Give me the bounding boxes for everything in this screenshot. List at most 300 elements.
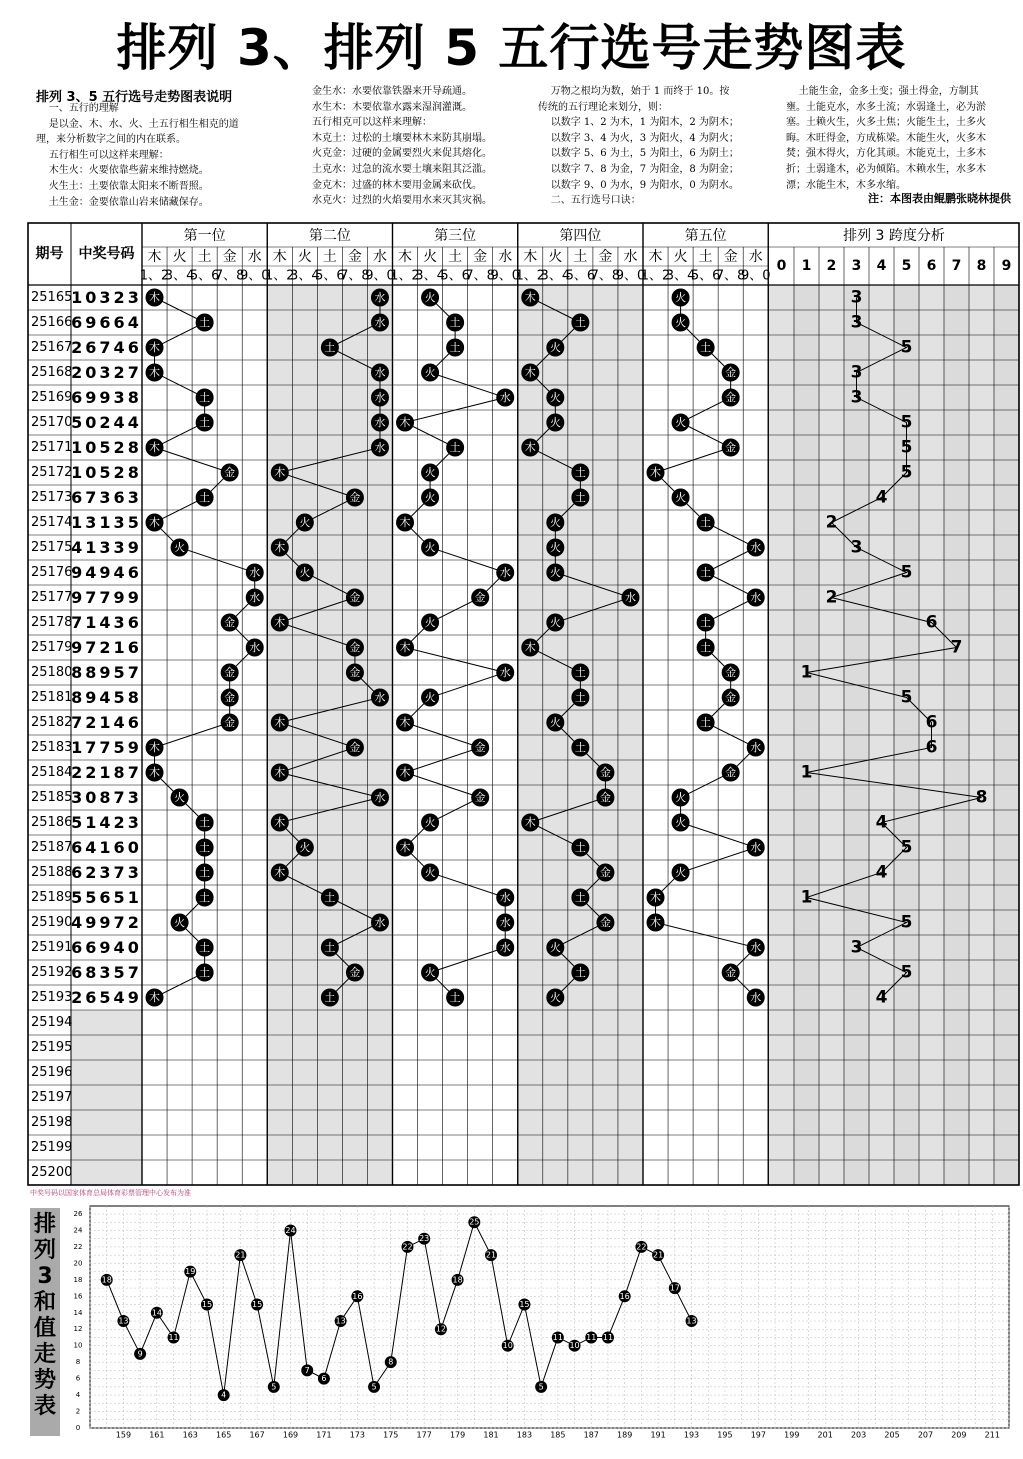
row-number: 13135 (71, 513, 142, 532)
sum-point (535, 1381, 547, 1393)
element-mark (371, 289, 389, 307)
span-value: 5 (900, 837, 913, 858)
y-tick-label: 24 (73, 1226, 83, 1235)
element-mark (672, 864, 690, 882)
element-mark (271, 814, 289, 832)
intro-line: 以数字 1、2 为木，1 为阳木，2 为阴木； (538, 117, 739, 129)
header-digit-group: 5、6 (440, 268, 470, 284)
row-issue: 25168 (31, 365, 73, 380)
sum-point-label: 22 (636, 1242, 647, 1252)
row-issue: 25186 (31, 815, 73, 830)
header-span-digit: 1 (801, 258, 812, 274)
sum-point-label: 8 (388, 1357, 394, 1367)
element-mark (446, 314, 464, 332)
element-mark (697, 614, 715, 632)
y-tick-label: 22 (73, 1242, 83, 1251)
element-mark (221, 714, 239, 732)
element-mark (697, 339, 715, 357)
element-mark (371, 439, 389, 457)
intro-line: 木克土：过松的土壤要林木来防其崩塌。 (312, 132, 492, 144)
x-tick-label: 193 (683, 1430, 700, 1440)
sum-point (101, 1274, 113, 1286)
sum-point-label: 4 (221, 1390, 227, 1400)
sum-point-label: 16 (619, 1291, 630, 1301)
element-mark (672, 289, 690, 307)
header-element: 金 (598, 249, 613, 265)
header-span-digit: 5 (901, 258, 912, 274)
element-mark-label: 木 (274, 766, 286, 779)
span-value: 5 (900, 337, 913, 358)
element-mark (321, 939, 339, 957)
element-mark (346, 639, 364, 657)
header-element: 木 (398, 249, 413, 265)
element-mark (146, 739, 164, 757)
sum-point (318, 1373, 330, 1385)
row-issue: 25191 (31, 940, 73, 955)
element-mark-label: 金 (349, 966, 361, 979)
span-value: 2 (825, 512, 838, 533)
header-span-digit: 8 (976, 258, 987, 274)
span-value: 3 (850, 537, 863, 558)
header-digit-group: 7、8 (590, 268, 621, 284)
x-tick-label: 173 (349, 1430, 365, 1440)
intro-line: 以数字 9、0 为水，9 为阳水，0 为阴水。 (538, 179, 739, 191)
element-mark (171, 539, 189, 557)
element-mark (747, 939, 765, 957)
side-title-char: 势 (33, 1368, 56, 1393)
x-tick-label: 161 (149, 1430, 165, 1440)
element-mark-label: 木 (399, 716, 411, 729)
element-mark-label: 水 (374, 441, 386, 454)
element-mark (672, 489, 690, 507)
element-mark-label: 土 (324, 341, 336, 354)
y-tick-label: 26 (73, 1210, 83, 1218)
element-mark-label: 土 (574, 741, 586, 754)
x-tick-label: 211 (984, 1430, 1000, 1440)
header-digit-group: 1、2 (390, 268, 420, 284)
y-tick-label: 12 (73, 1325, 83, 1334)
sum-point (585, 1331, 597, 1343)
element-mark (421, 689, 439, 707)
intro-line: 塞。土赖火生，火多土焦；火能生土，土多火 (786, 117, 986, 129)
element-mark (672, 314, 690, 332)
span-value: 5 (900, 462, 913, 483)
element-mark (496, 564, 514, 582)
element-mark-label: 火 (675, 416, 687, 429)
header-number: 中奖号码 (78, 246, 135, 262)
element-mark-label: 木 (650, 891, 662, 904)
element-mark (546, 989, 564, 1007)
element-mark (596, 914, 614, 932)
row-number: 22187 (71, 763, 142, 782)
element-mark (321, 889, 339, 907)
sum-point-label: 16 (352, 1291, 363, 1301)
element-mark-label: 水 (249, 641, 261, 654)
element-mark (421, 464, 439, 482)
sum-point (285, 1224, 297, 1236)
sum-point (635, 1241, 647, 1253)
x-tick-label: 167 (249, 1430, 265, 1440)
element-mark (271, 614, 289, 632)
header-digit-group: 3、4 (540, 268, 571, 284)
row-issue: 25182 (31, 715, 73, 730)
element-mark-label: 木 (274, 466, 286, 479)
intro-line: 万物之根均为数，始于 1 而终于 10。按 (538, 86, 730, 97)
element-mark-label: 火 (675, 791, 687, 804)
element-mark (546, 389, 564, 407)
intro-line: 以数字 7、8 为金，7 为阳金，8 为阴金； (538, 163, 739, 175)
element-mark-label: 金 (599, 791, 611, 804)
element-mark (196, 939, 214, 957)
row-number: 97799 (71, 588, 142, 607)
element-mark (596, 789, 614, 807)
element-mark-label: 火 (424, 466, 436, 479)
element-mark-label: 金 (474, 591, 486, 604)
x-tick-label: 159 (115, 1430, 132, 1440)
element-mark (421, 864, 439, 882)
intro-line: 五行相生可以这样来理解： (36, 149, 169, 161)
sum-point (385, 1356, 397, 1368)
header-digit-group: 3、4 (665, 268, 696, 284)
element-mark (271, 464, 289, 482)
element-mark-label: 水 (499, 666, 511, 679)
element-mark-label: 水 (374, 316, 386, 329)
sum-point-label: 13 (335, 1316, 346, 1326)
sum-point-label: 17 (669, 1283, 680, 1293)
header-digit-group: 1、2 (265, 268, 295, 284)
span-value: 5 (900, 437, 913, 458)
element-mark-label: 土 (324, 991, 336, 1004)
element-mark-label: 金 (349, 641, 361, 654)
element-mark (271, 714, 289, 732)
element-mark-label: 水 (750, 941, 762, 954)
header-digit-group: 5、6 (189, 268, 220, 284)
row-issue: 25199 (31, 1140, 73, 1155)
intro-line: 晦。木旺得金，方成栋梁。木能生火，火多木 (786, 132, 986, 144)
element-mark-label: 土 (700, 716, 712, 729)
row-number: 69664 (71, 313, 142, 332)
element-mark (621, 589, 639, 607)
element-mark-label: 土 (199, 491, 211, 504)
element-mark (221, 689, 239, 707)
intro-line: 水生木：木要依靠水露来湿润灌溉。 (312, 101, 472, 113)
header-position: 第五位 (684, 228, 727, 244)
element-mark (196, 489, 214, 507)
row-issue: 25167 (31, 340, 73, 355)
row-issue: 25178 (31, 615, 73, 630)
sum-point (602, 1331, 614, 1343)
side-title-char: 3 (37, 1264, 53, 1289)
element-mark-label: 水 (624, 591, 636, 604)
element-mark (296, 839, 314, 857)
element-mark-label: 土 (574, 891, 586, 904)
element-mark (672, 814, 690, 832)
side-title-char: 列 (33, 1238, 56, 1263)
element-mark (346, 739, 364, 757)
element-mark (596, 764, 614, 782)
element-mark-label: 木 (274, 541, 286, 554)
element-mark-label: 木 (149, 291, 161, 304)
y-tick-label: 16 (73, 1292, 83, 1301)
row-number: 89458 (71, 688, 142, 707)
empty-cell-bg (71, 1135, 142, 1160)
row-number: 67363 (71, 488, 142, 507)
element-mark (672, 414, 690, 432)
element-mark-label: 水 (499, 891, 511, 904)
element-mark-label: 土 (199, 866, 211, 879)
element-mark (196, 864, 214, 882)
element-mark-label: 木 (149, 516, 161, 529)
element-mark-label: 土 (700, 566, 712, 579)
row-issue: 25170 (31, 415, 73, 430)
intro-line: 以数字 5、6 为土，5 为阳土，6 为阴土； (538, 148, 739, 160)
intro-line: 火生土：土要依靠太阳来不断晋照。 (36, 180, 209, 192)
element-mark-label: 金 (725, 666, 737, 679)
row-number: 30873 (71, 788, 142, 807)
x-tick-label: 195 (717, 1430, 733, 1440)
header-element: 土 (322, 249, 337, 265)
header-digit-group: 3、4 (415, 268, 445, 284)
sum-point (418, 1233, 430, 1245)
element-mark (571, 889, 589, 907)
row-issue: 25172 (31, 465, 73, 480)
sum-point-label: 15 (251, 1300, 263, 1310)
row-issue: 25198 (31, 1115, 73, 1130)
sum-point-label: 13 (686, 1316, 697, 1326)
x-tick-label: 205 (884, 1430, 900, 1440)
row-issue: 25177 (31, 590, 73, 605)
element-mark-label: 火 (549, 566, 561, 579)
element-mark (421, 364, 439, 382)
element-mark-label: 木 (524, 641, 536, 654)
header-digit-group: 9、0 (239, 268, 270, 284)
sum-point-label: 10 (569, 1341, 580, 1351)
side-title-char: 和 (33, 1290, 56, 1315)
element-mark-label: 水 (750, 541, 762, 554)
row-number: 10528 (71, 463, 142, 482)
row-issue: 25184 (31, 765, 73, 780)
intro-line: 金克木：过盛的林木要用金属来砍伐。 (312, 179, 482, 191)
element-mark-label: 火 (299, 516, 311, 529)
element-mark-label: 土 (449, 341, 461, 354)
element-mark-label: 金 (224, 466, 236, 479)
element-mark (371, 314, 389, 332)
element-mark-label: 水 (499, 566, 511, 579)
header-element: 水 (247, 249, 262, 265)
y-tick-label: 18 (73, 1275, 83, 1284)
element-mark (672, 789, 690, 807)
element-mark-label: 土 (199, 816, 211, 829)
element-mark (171, 789, 189, 807)
row-issue: 25169 (31, 390, 73, 405)
span-value: 7 (950, 637, 963, 658)
intro-line: 以数字 3、4 为火，3 为阳火，4 为阴火； (538, 132, 739, 144)
element-mark (722, 689, 740, 707)
row-issue: 25200 (31, 1165, 73, 1180)
element-mark (196, 839, 214, 857)
element-mark-label: 土 (199, 941, 211, 954)
span-value: 3 (850, 937, 863, 958)
element-mark (722, 389, 740, 407)
element-mark-label: 火 (299, 566, 311, 579)
span-value: 2 (825, 587, 838, 608)
element-mark-label: 木 (524, 816, 536, 829)
element-mark-label: 土 (574, 841, 586, 854)
element-mark (546, 539, 564, 557)
row-issue: 25190 (31, 915, 73, 930)
header-span-title: 排列 3 跨度分析 (843, 228, 945, 244)
sum-point-label: 11 (602, 1332, 614, 1342)
element-mark-label: 金 (349, 491, 361, 504)
element-mark (647, 464, 665, 482)
element-mark (722, 364, 740, 382)
element-mark (471, 589, 489, 607)
element-mark-label: 火 (675, 816, 687, 829)
element-mark (271, 864, 289, 882)
sum-point-label: 11 (552, 1332, 563, 1342)
sum-point-label: 14 (151, 1308, 162, 1318)
element-mark (346, 489, 364, 507)
row-issue: 25185 (31, 790, 73, 805)
sum-point-label: 22 (402, 1242, 413, 1252)
element-mark (496, 939, 514, 957)
element-mark (546, 564, 564, 582)
x-tick-label: 187 (583, 1430, 599, 1440)
row-number: 50244 (71, 413, 142, 432)
row-issue: 25181 (31, 690, 73, 705)
intro-line: 金生水：水要依靠铁器来开导疏通。 (312, 86, 472, 97)
header-element: 水 (372, 249, 387, 265)
element-mark (221, 464, 239, 482)
sum-point-label: 10 (502, 1341, 513, 1351)
side-title-char: 走 (33, 1342, 56, 1367)
header-digit-group: 7、8 (340, 268, 370, 284)
element-mark-label: 土 (574, 491, 586, 504)
row-number: 68357 (71, 963, 142, 982)
element-mark (546, 339, 564, 357)
header-element: 金 (222, 249, 237, 265)
intro-line: 土生金：金要依靠山岩来储藏保存。 (36, 196, 209, 208)
sum-point-label: 21 (485, 1250, 497, 1260)
element-mark-label: 土 (324, 891, 336, 904)
row-issue: 25188 (31, 865, 73, 880)
header-element: 木 (648, 249, 663, 265)
element-mark (571, 839, 589, 857)
row-number: 69938 (71, 388, 142, 407)
element-mark-label: 木 (149, 341, 161, 354)
element-mark-label: 火 (424, 366, 436, 379)
row-issue: 25183 (31, 740, 73, 755)
element-mark-label: 金 (725, 766, 737, 779)
header-digit-group: 7、8 (214, 268, 245, 284)
element-mark-label: 金 (725, 691, 737, 704)
element-mark-label: 木 (399, 766, 411, 779)
element-mark-label: 火 (675, 316, 687, 329)
header-element: 土 (698, 249, 713, 265)
header-digit-group: 1、2 (640, 268, 671, 284)
intro-line: 是以金、木、水、火、土五行相生相克的道 (36, 118, 239, 130)
element-mark-label: 火 (549, 716, 561, 729)
element-mark (647, 889, 665, 907)
row-issue: 25193 (31, 990, 73, 1005)
header-element: 金 (723, 249, 738, 265)
header-position: 第四位 (559, 228, 602, 244)
intro-line: 壅。土能克水，水多土流；水弱逢土，必为淤 (786, 101, 986, 113)
element-mark-label: 土 (449, 991, 461, 1004)
sum-point-label: 5 (371, 1382, 377, 1392)
element-mark (596, 864, 614, 882)
sum-point-label: 11 (586, 1332, 597, 1342)
element-mark-label: 火 (549, 941, 561, 954)
x-tick-label: 181 (483, 1430, 499, 1440)
header-element: 木 (147, 249, 162, 265)
element-mark-label: 土 (199, 316, 211, 329)
empty-cell-bg (71, 1035, 142, 1060)
row-number: 41339 (71, 538, 142, 557)
element-mark-label: 金 (224, 691, 236, 704)
element-mark-label: 金 (599, 866, 611, 879)
element-mark (546, 939, 564, 957)
element-mark (396, 764, 414, 782)
element-mark-label: 水 (249, 566, 261, 579)
element-mark (196, 314, 214, 332)
sum-point (552, 1331, 564, 1343)
row-issue: 25196 (31, 1065, 73, 1080)
element-mark (396, 639, 414, 657)
element-mark-label: 火 (299, 841, 311, 854)
element-mark-label: 金 (599, 916, 611, 929)
sum-point-label: 19 (185, 1267, 196, 1277)
row-issue: 25165 (31, 290, 73, 305)
element-mark-label: 火 (424, 691, 436, 704)
element-mark-label: 木 (650, 466, 662, 479)
element-mark-label: 水 (750, 841, 762, 854)
header-digit-group: 5、6 (315, 268, 345, 284)
element-mark (171, 914, 189, 932)
sum-point (435, 1323, 447, 1335)
y-tick-label: 4 (75, 1391, 81, 1400)
header-span-digit: 9 (1001, 258, 1012, 274)
element-mark (471, 739, 489, 757)
element-mark (471, 789, 489, 807)
header-span-digit: 3 (851, 258, 862, 274)
element-mark (546, 514, 564, 532)
sum-point-label: 25 (469, 1217, 480, 1227)
header-digit-group: 9、0 (490, 268, 520, 284)
side-title-char: 排 (33, 1212, 56, 1237)
element-mark (221, 614, 239, 632)
row-number: 71436 (71, 613, 142, 632)
header-position: 第三位 (434, 228, 477, 244)
element-mark (697, 564, 715, 582)
row-issue: 25189 (31, 890, 73, 905)
element-mark-label: 火 (174, 916, 186, 929)
y-tick-label: 20 (73, 1259, 83, 1268)
element-mark-label: 火 (424, 816, 436, 829)
span-value: 5 (900, 912, 913, 933)
span-value: 1 (800, 662, 813, 683)
header-digit-group: 9、0 (365, 268, 395, 284)
empty-cell-bg (71, 1085, 142, 1110)
element-mark-label: 土 (574, 966, 586, 979)
element-mark-label: 火 (675, 866, 687, 879)
element-mark (321, 989, 339, 1007)
header-element: 土 (573, 249, 588, 265)
sum-point (168, 1331, 180, 1343)
sum-point-label: 13 (118, 1316, 129, 1326)
element-mark-label: 木 (650, 916, 662, 929)
element-mark (196, 889, 214, 907)
